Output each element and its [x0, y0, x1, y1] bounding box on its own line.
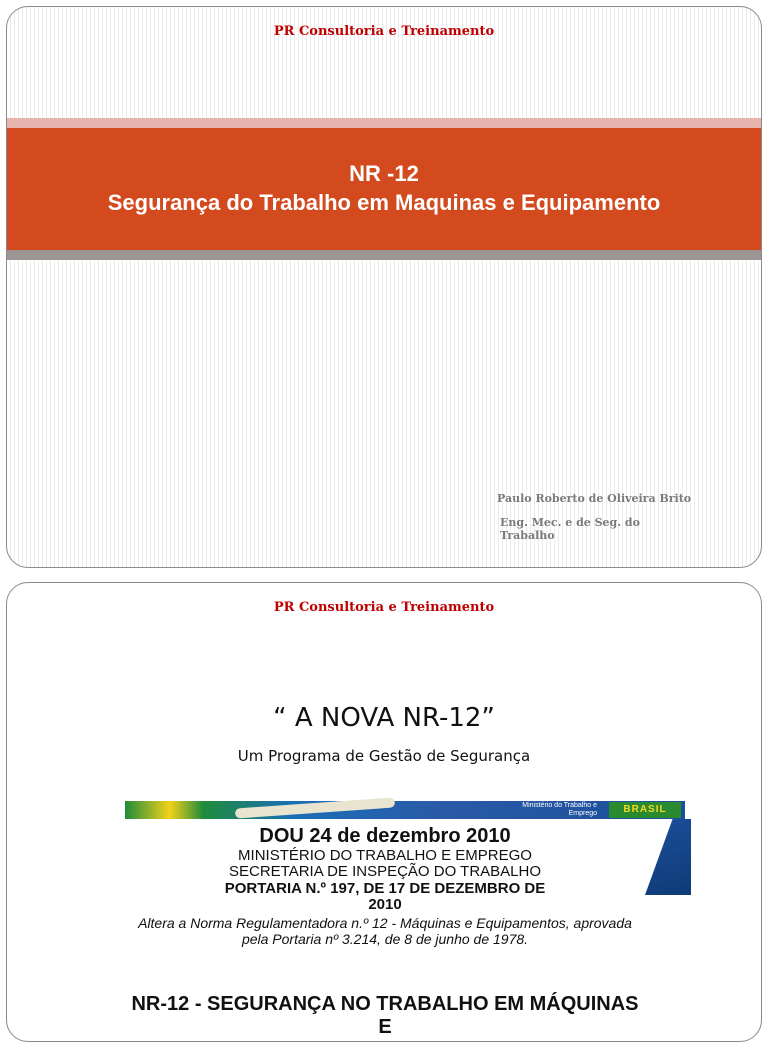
flag-header-bar [125, 801, 685, 819]
title-band-bottom-stripe [7, 250, 761, 260]
gazette-secretariat: SECRETARIA DE INSPEÇÃO DO TRABALHO [228, 863, 542, 880]
gazette-portaria-year: 2010 [368, 896, 402, 913]
ministry-logo-text: Ministério do Trabalho e Emprego [522, 802, 597, 817]
slide-title: NR -12 [349, 161, 419, 186]
gazette-nr-title: NR-12 - SEGURANÇA NO TRABALHO EM MÁQUINAS E [131, 993, 639, 1038]
title-band [7, 128, 761, 250]
slide-2 [6, 582, 762, 1042]
author-name: Paulo Roberto de Oliveira Brito [497, 492, 692, 505]
slide-title: “ A NOVA NR-12” [273, 703, 495, 733]
gazette-ministry: MINISTÉRIO DO TRABALHO E EMPREGO [238, 847, 532, 864]
brasil-logo: BRASIL [609, 802, 681, 818]
blue-corner-decoration [645, 819, 691, 895]
gazette-date: DOU 24 de dezembro 2010 [259, 825, 511, 847]
gazette-portaria: PORTARIA N.º 197, DE 17 DE DEZEMBRO DE [224, 880, 546, 897]
slide-1 [6, 6, 762, 568]
title-band-top-stripe [7, 118, 761, 128]
slide-subtitle: Segurança do Trabalho em Maquinas e Equipamento [107, 190, 661, 215]
slide-header: PR Consultoria e Treinamento [273, 24, 495, 39]
author-role: Eng. Mec. e de Seg. do Trabalho [500, 516, 640, 542]
gazette-image [125, 801, 687, 1042]
slide-subtitle: Um Programa de Gestão de Segurança [237, 747, 531, 765]
slide-header: PR Consultoria e Treinamento [273, 600, 495, 615]
gazette-alteration-note: Altera a Norma Regulamentadora n.º 12 - Máquinas e Equipamentos, aprovada pela Portaria nº 3.214, de 8 de junho de 1978. [138, 915, 632, 947]
